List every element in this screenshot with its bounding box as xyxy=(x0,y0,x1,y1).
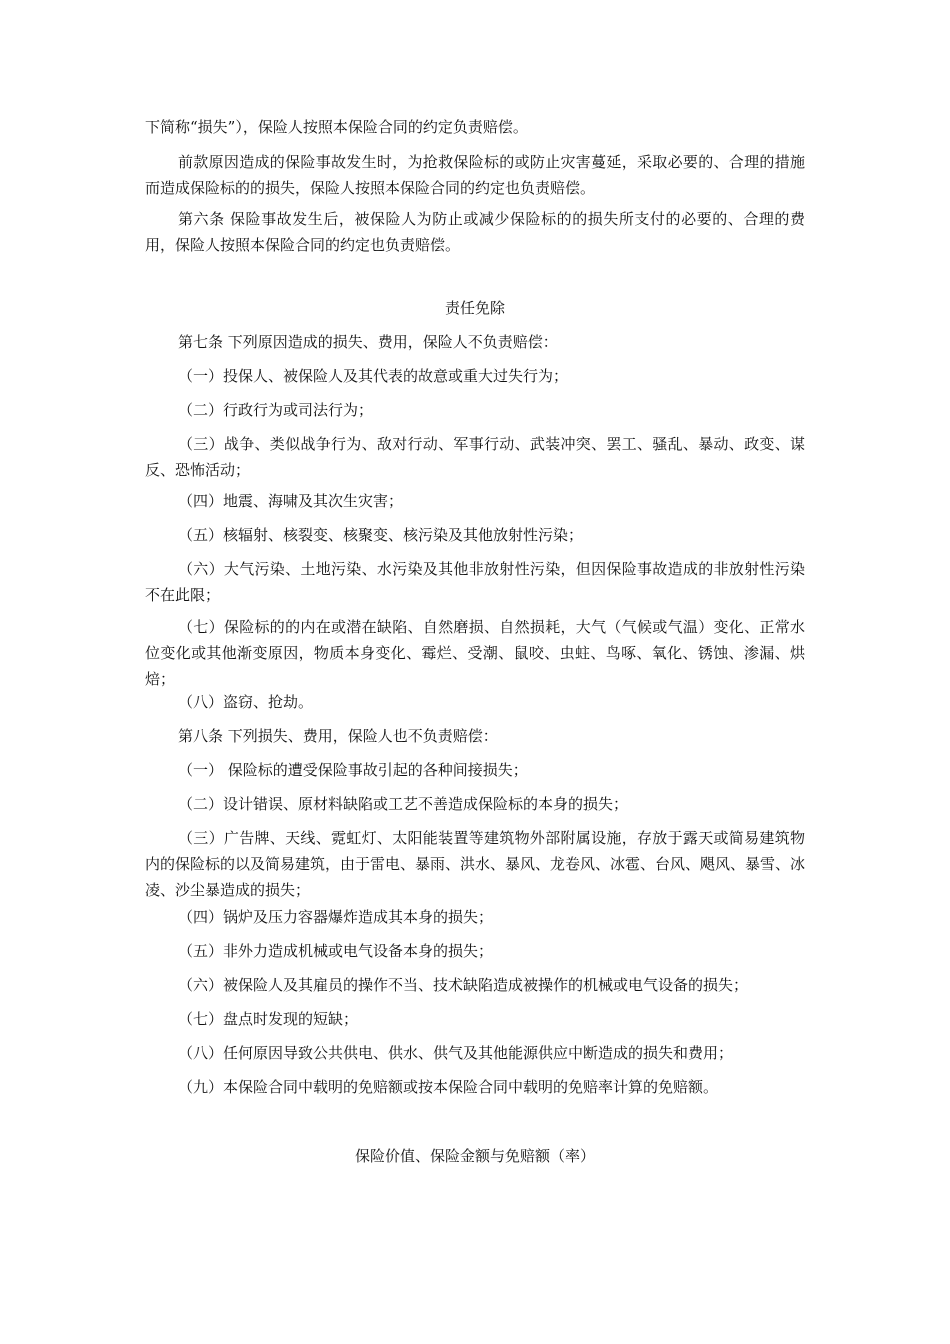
article-8-item: （四）锅炉及压力容器爆炸造成其本身的损失； xyxy=(178,908,494,926)
article-8-intro: 第八条 下列损失、费用，保险人也不负责赔偿： xyxy=(178,727,498,745)
article-7-intro: 第七条 下列原因造成的损失、费用，保险人不负责赔偿： xyxy=(178,333,558,351)
paragraph-article-6: 第六条 保险事故发生后，被保险人为防止或减少保险标的的损失所支付的必要的、合理的费用，保险人按照本保险合同的约定也负责赔偿。 xyxy=(145,210,805,254)
article-8-item: （二）设计错误、原材料缺陷或工艺不善造成保险标的本身的损失； xyxy=(178,795,629,813)
article-8-item: （三）广告牌、天线、霓虹灯、太阳能装置等建筑物外部附属设施，存放于露天或简易建筑物内的保险标的以及简易建筑，由于雷电、暴雨、洪水、暴风、龙卷风、冰雹、台风、飓风、暴雪、冰凌、沙尘暴造成的损失； xyxy=(145,829,806,899)
article-7-item: （八）盗窃、抢劫。 xyxy=(178,693,314,711)
section-title-exclusions: 责任免除 xyxy=(444,299,505,317)
article-7-item: （二）行政行为或司法行为； xyxy=(178,401,374,419)
paragraph-loss-definition: 下简称“损失”），保险人按照本保险合同的约定负责赔偿。 xyxy=(145,118,528,136)
article-7-item: （四）地震、海啸及其次生灾害； xyxy=(178,492,404,510)
article-7-item: （六）大气污染、土地污染、水污染及其他非放射性污染，但因保险事故造成的非放射性污染不在此限； xyxy=(145,560,805,604)
article-7-item: （一）投保人、被保险人及其代表的故意或重大过失行为； xyxy=(178,367,569,385)
article-8-item: （八）任何原因导致公共供电、供水、供气及其他能源供应中断造成的损失和费用； xyxy=(178,1044,734,1062)
article-8-item: （九）本保险合同中载明的免赔额或按本保险合同中载明的免赔率计算的免赔额。 xyxy=(178,1078,719,1096)
article-7-item: （七）保险标的的内在或潜在缺陷、自然磨损、自然损耗，大气（气候或气温）变化、正常水位变化或其他渐变原因，物质本身变化、霉烂、受潮、鼠咬、虫蛀、鸟啄、氧化、锈蚀、渗漏、烘焙； xyxy=(145,618,805,688)
paragraph-rescue-costs: 前款原因造成的保险事故发生时，为抢救保险标的或防止灾害蔓延，采取必要的、合理的措施而造成保险标的的损失，保险人按照本保险合同的约定也负责赔偿。 xyxy=(145,153,805,197)
article-7-item: （三）战争、类似战争行为、敌对行动、军事行动、武装冲突、罢工、骚乱、暴动、政变、谋反、恐怖活动； xyxy=(145,435,805,479)
section-title-insurance-value: 保险价值、保险金额与免赔额（率） xyxy=(354,1147,595,1165)
article-8-item: （一） 保险标的遭受保险事故引起的各种间接损失； xyxy=(178,761,528,779)
article-8-item: （六）被保险人及其雇员的操作不当、技术缺陷造成被操作的机械或电气设备的损失； xyxy=(178,976,749,994)
article-8-item: （五）非外力造成机械或电气设备本身的损失； xyxy=(178,942,494,960)
article-8-item: （七）盘点时发现的短缺； xyxy=(178,1010,359,1028)
article-7-item: （五）核辐射、核裂变、核聚变、核污染及其他放射性污染； xyxy=(178,526,584,544)
